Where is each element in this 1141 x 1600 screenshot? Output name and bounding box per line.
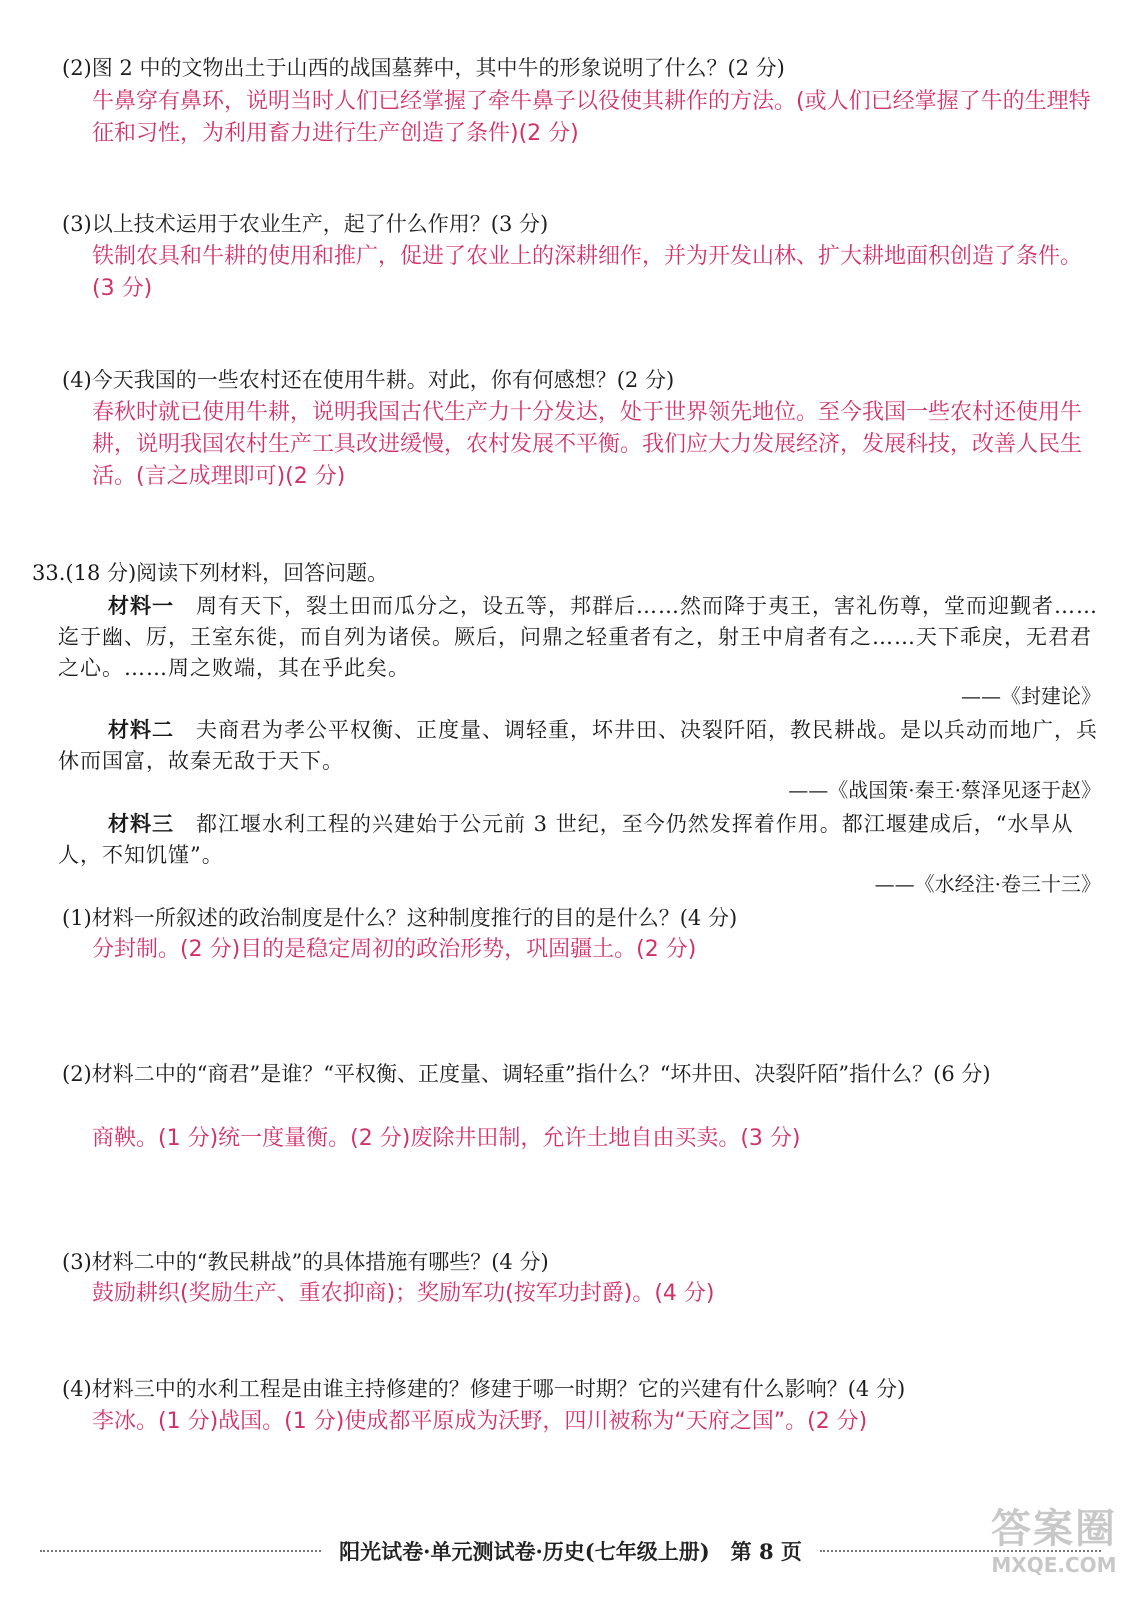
q33-part4-answer: 李冰。(1 分)战国。(1 分)使成都平原成为沃野，四川被称为“天府之国”。(2 分) [92, 1409, 868, 1434]
material-1-source: ——《封建论》 [961, 684, 1101, 708]
q32-part3-question: (3)以上技术运用于农业生产，起了什么作用？(3 分) [62, 212, 549, 236]
page-footer [40, 1535, 1101, 1567]
material-2-label: 材料二 [108, 717, 174, 742]
material-2-source: ——《战国策·秦王·蔡泽见逐于赵》 [788, 778, 1101, 802]
footer-text: 阳光试卷·单元测试卷·历史(七年级上册) 第 8 页 [339, 1539, 802, 1564]
q33-part2-question: (2)材料二中的“商君”是谁？“平权衡、正度量、调轻重”指什么？“坏井田、决裂阡陌”指什么？(6 分) [62, 1062, 991, 1086]
material-2-text: 夫商君为孝公平权衡、正度量、调轻重，坏井田、决裂阡陌，教民耕战。是以兵动而地广，兵休而国富，故秦无敌于天下。 [58, 718, 1098, 773]
q33-material-3 [58, 808, 1102, 871]
watermark-url: MXQE.COM [991, 1553, 1117, 1577]
q33-stem: 33.(18 分)阅读下列材料，回答问题。 [32, 561, 389, 585]
q32-part4-question: (4)今天我国的一些农村还在使用牛耕。对此，你有何感想？(2 分) [62, 368, 675, 392]
q33-part3-answer: 鼓励耕织(奖励生产、重农抑商)；奖励军功(按军功封爵)。(4 分) [92, 1281, 715, 1306]
q33-part4-question: (4)材料三中的水利工程是由谁主持修建的？修建于哪一时期？它的兴建有什么影响？(4 分) [62, 1377, 906, 1401]
q33-part1-answer: 分封制。(2 分)目的是稳定周初的政治形势，巩固疆土。(2 分) [92, 937, 697, 962]
material-3-label: 材料三 [108, 811, 174, 836]
q33-part3-question: (3)材料二中的“教民耕战”的具体措施有哪些？(4 分) [62, 1250, 549, 1274]
material-1-text: 周有天下，裂土田而瓜分之，设五等，邦群后……然而降于夷王，害礼伤尊，堂而迎觐者……迄于幽、厉，王室东徙，而自列为诸侯。厥后，问鼎之轻重者有之，射王中肩者有之……天下乖戾，无君君之心。……周之败端，其在乎此矣。 [58, 594, 1098, 680]
q33-material-2 [58, 714, 1102, 777]
material-3-text: 都江堰水利工程的兴建始于公元前 3 世纪，至今仍然发挥着作用。都江堰建成后，“水旱从人，不知饥馑”。 [58, 812, 1074, 867]
q32-part3-answer: 铁制农具和牛耕的使用和推广，促进了农业上的深耕细作，并为开发山林、扩大耕地面积创造了条件。(3 分) [92, 244, 1083, 301]
material-1-label: 材料一 [108, 593, 174, 618]
q32-part4-answer: 春秋时就已使用牛耕，说明我国古代生产力十分发达，处于世界领先地位。至今我国一些农村还使用牛耕，说明我国农村生产工具改进缓慢，农村发展不平衡。我们应大力发展经济，发展科技，改善人民生活。(言之成理即可)(2 分) [92, 400, 1083, 489]
watermark-logo [989, 1505, 1119, 1585]
watermark-title: 答案圈 [991, 1506, 1117, 1552]
footer-divider-left [40, 1550, 321, 1552]
q33-part1-question: (1)材料一所叙述的政治制度是什么？这种制度推行的目的是什么？(4 分) [62, 906, 738, 930]
q32-part2-question: (2)图 2 中的文物出土于山西的战国墓葬中，其中牛的形象说明了什么？(2 分) [62, 56, 785, 80]
q33-material-1 [58, 590, 1102, 684]
material-3-source: ——《水经注·卷三十三》 [874, 872, 1101, 896]
q32-part2-answer: 牛鼻穿有鼻环，说明当时人们已经掌握了牵牛鼻子以役使其耕作的方法。(或人们已经掌握了牛的生理特征和习性，为利用畜力进行生产创造了条件)(2 分) [92, 89, 1091, 146]
q33-part2-answer: 商鞅。(1 分)统一度量衡。(2 分)废除井田制，允许土地自由买卖。(3 分) [92, 1126, 801, 1151]
